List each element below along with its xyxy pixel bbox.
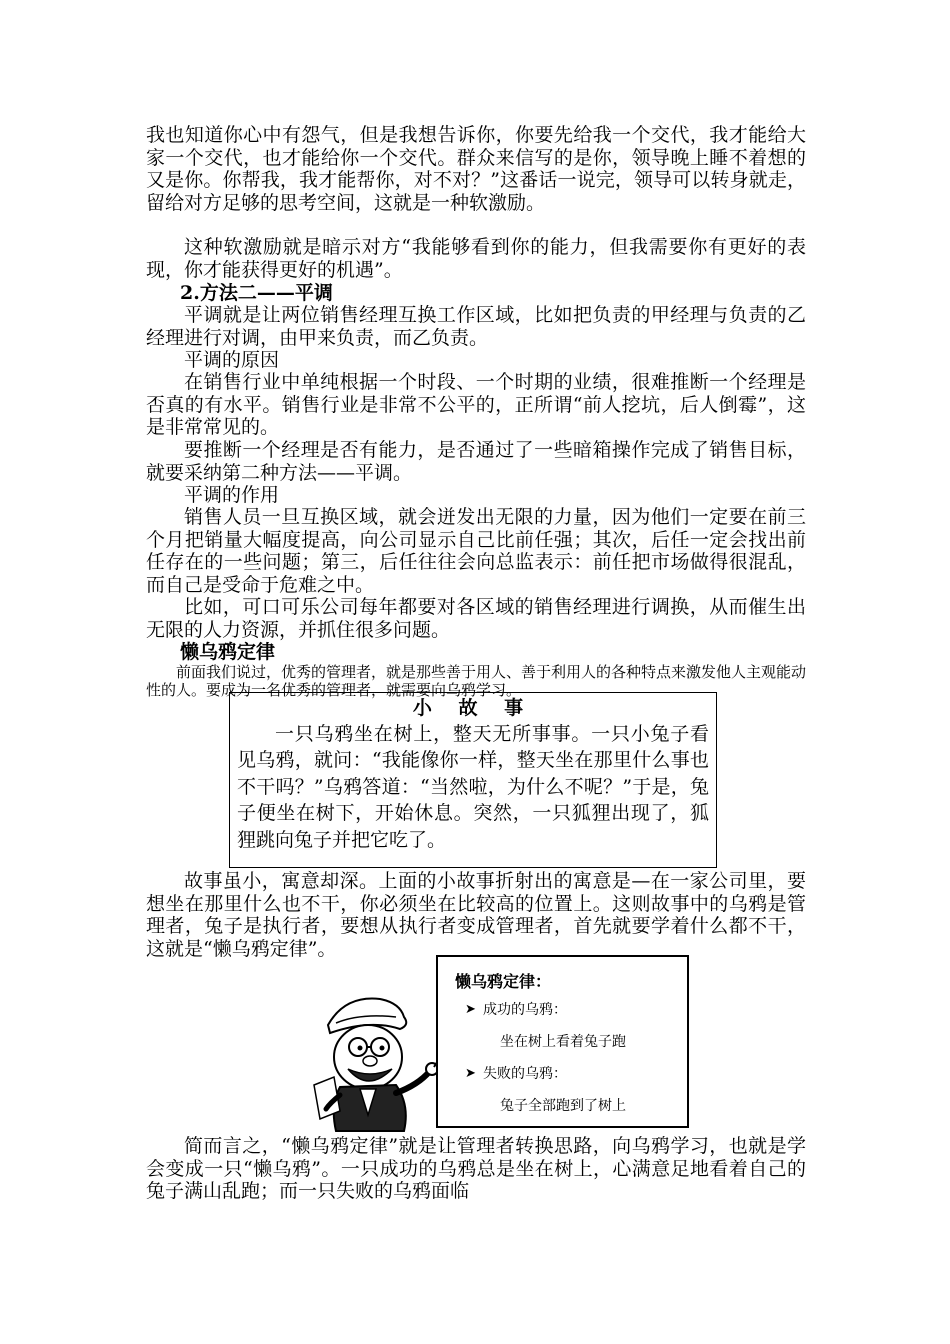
- board-item-success: ➤ 成功的乌鸦：: [455, 1002, 687, 1018]
- heading-lazy-crow-law: 懒乌鸦定律: [180, 641, 276, 663]
- board-title: 懒乌鸦定律：: [455, 972, 552, 991]
- heading-method-two: 2.方法二——平调: [180, 282, 333, 304]
- board-item-success-detail: 坐在树上看着兔子跑: [500, 1034, 626, 1050]
- paragraph-lazy-crow-summary: 简而言之，“懒乌鸦定律”就是让管理者转换思路，向乌鸦学习，也就是学会变成一只“懒乌鸦”。一只成功的乌鸦总是坐在树上，心满意足地看着自己的兔子满山乱跑；而一只失败的乌鸦面临: [146, 1135, 806, 1202]
- story-body: 一只乌鸦坐在树上，整天无所事事。一只小兔子看见乌鸦，就问：“我能像你一样，整天坐在那里什么事也不干吗？”乌鸦答道：“当然啦，为什么不呢？”于是，兔子便坐在树下，开始休息。突然，一只狐狸出现了，狐狸跳向兔子并把它吃了。: [237, 723, 709, 851]
- paragraph-story-moral: 故事虽小，寓意却深。上面的小故事折射出的寓意是—在一家公司里，要想坐在那里什么也不干，你必须坐在比较高的位置上。这则故事中的乌鸦是管理者，兔子是执行者，要想从执行者变成管理者，首先就要学着什么都不干，这就是“懒乌鸦定律”。: [146, 870, 806, 960]
- board-item-failure-detail: 兔子全部跑到了树上: [500, 1098, 626, 1114]
- subheading-transfer-reason: 平调的原因: [184, 349, 280, 371]
- lazy-crow-figure: [300, 955, 700, 1135]
- paragraph-coca-cola-example: 比如，可口可乐公司每年都要对各区域的销售经理进行调换，从而催生出无限的人力资源，并抓住很多问题。: [146, 596, 806, 641]
- paragraph-soft-incentive-meaning: 这种软激励就是暗示对方“我能够看到你的能力，但我需要你有更好的表现，你才能获得更好的机遇”。: [146, 236, 806, 281]
- story-title: 小 故 事: [412, 697, 534, 719]
- story-box: [229, 692, 717, 868]
- lazy-crow-law-board: [436, 955, 689, 1128]
- paragraph-lazy-crow-intro: 前面我们说过，优秀的管理者，就是那些善于用人、善于利用人的各种特点来激发他人主观能动性的人。要成为一名优秀的管理者，就需要向乌鸦学习。: [146, 665, 807, 699]
- paragraph-transfer-judgement: 要推断一个经理是否有能力，是否通过了一些暗箱操作完成了销售目标，就要采纳第二种方法——平调。: [146, 439, 806, 484]
- cartoon-man-icon: [300, 985, 450, 1135]
- subheading-transfer-effect: 平调的作用: [184, 484, 280, 506]
- board-item-failure: ➤ 失败的乌鸦：: [455, 1066, 687, 1082]
- paragraph-transfer-definition: 平调就是让两位销售经理互换工作区域，比如把负责的甲经理与负责的乙经理进行对调，由甲来负责，而乙负责。: [146, 304, 806, 349]
- paragraph-soft-incentive-quote: 我也知道你心中有怨气，但是我想告诉你，你要先给我一个交代，我才能给大家一个交代，也才能给你一个交代。群众来信写的是你，领导晚上睡不着想的又是你。你帮我，我才能帮你，对不对？”这番话一说完，领导可以转身就走，留给对方足够的思考空间，这就是一种软激励。: [146, 124, 806, 214]
- paragraph-transfer-reason: 在销售行业中单纯根据一个时段、一个时期的业绩，很难推断一个经理是否真的有水平。销售行业是非常不公平的，正所谓“前人挖坑，后人倒霉”，这是非常常见的。: [146, 371, 806, 438]
- paragraph-transfer-effect: 销售人员一旦互换区域，就会迸发出无限的力量，因为他们一定要在前三个月把销量大幅度提高，向公司显示自己比前任强；其次，后任一定会找出前任存在的一些问题；第三，后任往往会向总监表示：前任把市场做得很混乱，而自己是受命于危难之中。: [146, 506, 806, 596]
